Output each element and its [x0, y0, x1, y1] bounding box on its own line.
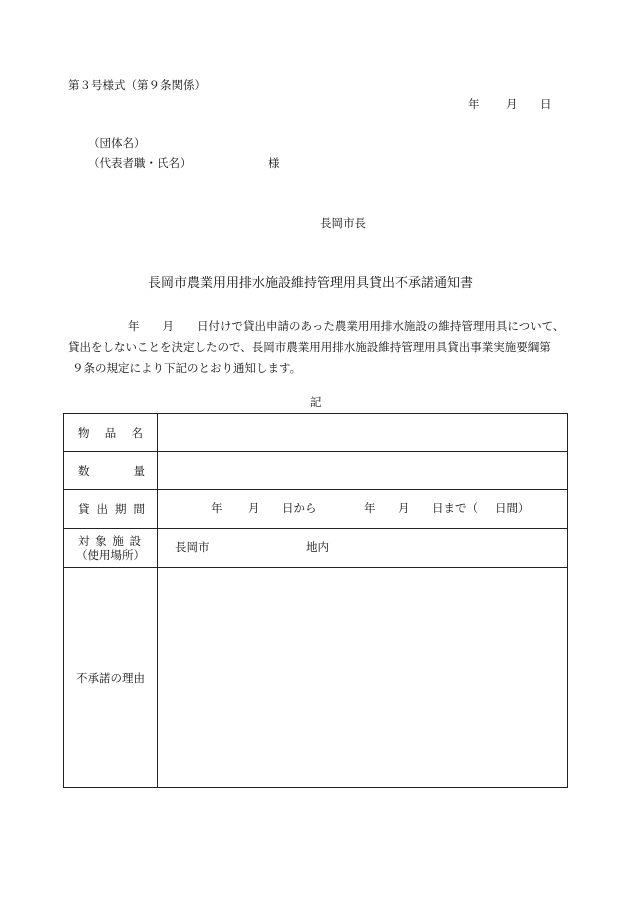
form-number: 第３号様式（第９条関係）	[68, 78, 206, 92]
recipient-honorific: 様	[268, 156, 280, 170]
document-title: 長岡市農業用用排水施設維持管理用具貸出不承諾通知書	[148, 276, 474, 291]
period-value: 年 月 日から 年 月 日まで（ 日間）	[158, 490, 568, 529]
quantity-label: 数 量	[64, 452, 158, 490]
recipient-group: （団体名）	[88, 136, 146, 150]
table-row-reason	[64, 568, 568, 788]
reason-value	[158, 568, 568, 788]
table-row-quantity	[64, 452, 568, 490]
body-text	[68, 316, 578, 379]
period-label: 貸 出 期 間	[64, 490, 158, 529]
details-table	[63, 413, 568, 788]
date-month: 月	[506, 97, 518, 111]
body-line: 年 月 日付けで貸出申請のあった農業用用排水施設の維持管理用具について、	[128, 319, 565, 333]
facility-value: 長岡市 地内	[158, 529, 568, 568]
ki-heading: 記	[310, 395, 322, 409]
issuer: 長岡市長	[320, 216, 366, 230]
facility-label: 対 象 施 設 （使用場所）	[64, 529, 158, 568]
reason-label: 不承諾の理由	[64, 568, 158, 788]
item-name-label: 物 品 名	[64, 414, 158, 452]
table-row-period	[64, 490, 568, 529]
date-year: 年	[468, 97, 480, 111]
quantity-value	[158, 452, 568, 490]
recipient-representative: （代表者職・氏名）	[88, 156, 192, 170]
item-name-value	[158, 414, 568, 452]
table-row-item-name	[64, 414, 568, 452]
body-line: 貸出をしないことを決定したので、長岡市農業用用排水施設維持管理用具貸出事業実施要綱第	[68, 340, 551, 354]
date-day: 日	[540, 97, 552, 111]
body-line: ９条の規定により下記のとおり通知します。	[72, 361, 302, 375]
table-row-facility	[64, 529, 568, 568]
